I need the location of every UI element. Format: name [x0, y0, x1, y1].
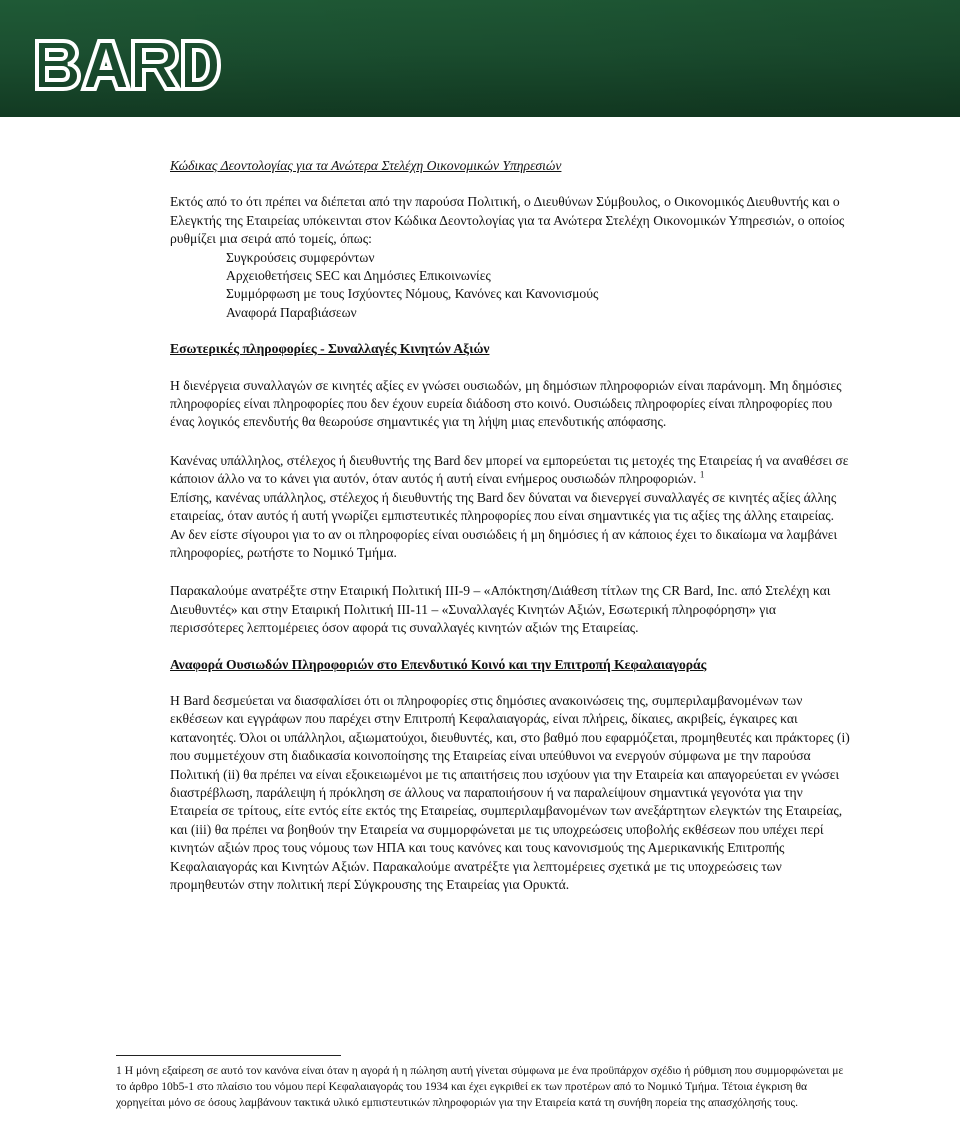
spacer	[170, 638, 850, 656]
logo-text: BARD	[33, 38, 36, 39]
footnote-divider	[116, 1055, 341, 1056]
topic-item: Συγκρούσεις συμφερόντων	[226, 249, 375, 265]
section-title-disclosure: Αναφορά Ουσιωδών Πληροφοριών στο Επενδυτικό Κοινό και την Επιτροπή Κεφαλαιαγοράς	[170, 656, 707, 672]
footnote: 1 Η μόνη εξαίρεση σε αυτό τον κανόνα είναι όταν η αγορά ή η πώληση αυτή γίνεται σύμφωνα με ένα προϋπάρχον σχέδιο ή ρύθμιση που συμμορφώνεται με το άρθρο 10b5-1 στο πλαίσιο του νόμου περί Κεφαλαιαγοράς του 1934 και έχει εγκριθεί εκ των προτέρων από το Νομικό Τμήμα. Τέτοια έγκριση θα χορηγείται μόνο σε όσους λαμβάνουν τακτικά υλικό εμπιστευτικών πληροφοριών για την Εταιρεία κατά τη συνήθη πορεία της απασχόλησής τους.	[116, 1064, 844, 1109]
footnote-ref[interactable]: 1	[699, 469, 705, 480]
paragraph-text: Κανένας υπάλληλος, στέλεχος ή διευθυντής της Bard δεν μπορεί να εμπορεύεται τις μετοχές της Εταιρείας ή να αναθέσει σε κάποιον άλλο να το κάνει για αυτόν, όταν αυτός ή αυτή είναι ενήμερος ουσιωδών πληροφοριών.	[170, 452, 849, 487]
disclosure-paragraph: Η Bard δεσμεύεται να διασφαλίσει ότι οι πληροφορίες στις δημόσιες ανακοινώσεις της, συμπεριλαμβανομένων των εκθέσεων και εγγράφων που παρέχει στην Επιτροπή Κεφαλαιαγοράς, είναι πλήρεις, δίκαιες, ακριβείς, έγκαιρες και κατανοητές. Όλοι οι υπάλληλοι, αξιωματούχοι, διευθυντές, και, στο βαθμό που εφαρμόζεται, προμηθευτές και πράκτορες (i) που συμμετέχουν στη διαδικασία κοινοποίησης της Εταιρείας είναι υπεύθυνοι να ενεργούν σύμφωνα με την παρούσα Πολιτική (ii) θα πρέπει να είναι εξοικειωμένοι με τις απαιτήσεις που ισχύουν για την Εταιρεία και απαγορεύεται εν γνώσει διαστρέβλωση, παράλειψη ή πρόκληση σε άλλους να παραποιήσουν ή να παραλείψουν σημαντικά γεγονότα για την Εταιρεία σε τρίτους, είτε εντός είτε εκτός της Εταιρείας, συμπεριλαμβανομένων των ανεξάρτητων ελεγκτών της Εταιρείας, και (iii) θα πρέπει να βοηθούν την Εταιρεία να συμμορφώνεται με τις υποχρεώσεις υποβολής εκθέσεων που υπέχει περί κινητών αξιών προς τους νόμους των ΗΠΑ και τους κανόνες και τους κανονισμούς της Αμερικανικής Επιτροπής Κεφαλαιαγοράς και Κινητών Αξιών. Παρακαλούμε ανατρέξτε για λεπτομέρειες σχετικά με τις υποχρεώσεις των προμηθευτών στην πολιτική περί Σύγκρουσης της Εταιρείας για Ορυκτά.	[170, 692, 850, 892]
insider-trading-paragraph-1: Η διενέργεια συναλλαγών σε κινητές αξίες εν γνώσει ουσιωδών, μη δημόσιων πληροφοριών είναι παράνομη. Μη δημόσιες πληροφορίες είναι πληροφορίες που δεν έχουν ευρεία διάδοση στο κοινό. Ουσιώδεις πληροφορίες είναι πληροφορίες που ένας λογικός επενδυτής θα θεωρούσε σημαντικές για τη λήψη μιας επενδυτικής απόφασης.	[170, 377, 842, 430]
insider-trading-paragraph-3: Επίσης, κανένας υπάλληλος, στέλεχος ή διευθυντής της Bard δεν δύναται να διενεργεί συναλλαγές σε κινητές αξίες άλλης εταιρείας, όταν αυτός ή αυτή γνωρίζει εμπιστευτικές πληροφορίες που είναι σημαντικές για τις αξίες της άλλης εταιρείας. Αν δεν είστε σίγουροι για το αν οι πληροφορίες είναι ουσιώδεις ή μη δημόσιες ή αν κάποιος έχει το δικαίωμα να λαμβάνει πληροφορίες, ρωτήστε το Νομικό Τμήμα.	[170, 489, 838, 560]
topic-item: Συμμόρφωση με τους Ισχύοντες Νόμους, Κανόνες και Κανονισμούς	[226, 286, 599, 302]
spacer	[170, 359, 850, 377]
insider-trading-paragraph-2	[170, 452, 850, 489]
spacer	[170, 432, 850, 452]
topic-item: Αναφορά Παραβιάσεων	[226, 304, 357, 320]
spacer	[170, 562, 850, 582]
spacer	[170, 322, 850, 340]
spacer	[170, 674, 850, 692]
insider-trading-paragraph-4: Παρακαλούμε ανατρέξτε στην Εταιρική Πολιτική ΙΙΙ-9 – «Απόκτηση/Διάθεση τίτλων της CR Bard, Inc. από Στελέχη και Διευθυντές» και στην Εταιρική Πολιτική ΙΙΙ-11 – «Συναλλαγές Κινητών Αξιών, Εσωτερική πληροφόρηση» για περισσότερες λεπτομέρειες όσον αφορά τις συναλλαγές κινητών αξιών της Εταιρείας.	[170, 583, 831, 636]
section-title-insider-trading: Εσωτερικές πληροφορίες - Συναλλαγές Κινητών Αξιών	[170, 341, 490, 357]
document-body	[170, 157, 850, 894]
section-title-code-of-ethics: Κώδικας Δεοντολογίας για τα Ανώτερα Στελέχη Οικονομικών Υπηρεσιών	[170, 158, 562, 173]
code-of-ethics-topics-list	[170, 249, 850, 323]
topic-item: Αρχειοθετήσεις SEC και Δημόσιες Επικοινωνίες	[226, 268, 491, 284]
bard-logo	[33, 38, 221, 92]
code-of-ethics-intro: Εκτός από το ότι πρέπει να διέπεται από την παρούσα Πολιτική, ο Διευθύνων Σύμβουλος, ο Οικονομικός Διευθυντής και ο Ελεγκτής της Εταιρείας υπόκεινται στον Κώδικα Δεοντολογίας για τα Ανώτερα Στελέχη Οικονομικών Υπηρεσιών, ο οποίος ρυθμίζει μια σειρά από τομείς, όπως:	[170, 194, 845, 247]
header-banner	[0, 0, 960, 117]
spacer	[170, 175, 850, 193]
